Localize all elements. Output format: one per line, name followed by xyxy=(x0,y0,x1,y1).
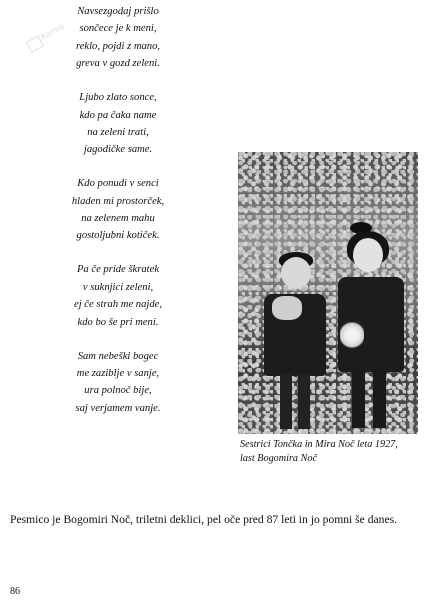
watermark-text: kamra xyxy=(39,20,66,42)
photo-caption-line-2: last Bogomira Noč xyxy=(240,453,317,464)
poem-stanza-3 xyxy=(48,175,188,245)
poem-line: gostoljubni kotiček. xyxy=(76,230,160,242)
footnote-text: Pesmico je Bogomiri Noč, triletni deklici, pel oče pred 87 leti in jo pomni še danes. xyxy=(10,513,398,526)
poem-line: ej če strah me najde, xyxy=(74,299,162,311)
poem-line: hladen mi prostorček, xyxy=(71,195,165,207)
poem-line: v suknjici zeleni, xyxy=(82,281,154,293)
poem-line: Pa če pride škratek xyxy=(76,264,160,276)
poem-line: greva v gozd zeleni. xyxy=(76,58,160,70)
photo-caption xyxy=(240,438,430,466)
poem-line: me zaziblje v sanje, xyxy=(76,367,160,379)
poem xyxy=(48,3,188,417)
poem-line: sončece je k meni, xyxy=(79,23,157,35)
poem-line: reklo, pojdi z mano, xyxy=(75,40,161,52)
poem-line: Ljubo zlato sonce, xyxy=(79,92,157,104)
poem-line: saj verjamem vanje. xyxy=(75,402,161,414)
poem-stanza-2 xyxy=(48,89,188,159)
poem-line: Kdo ponudi v senci xyxy=(77,178,159,190)
photo-caption-line-1: Sestrici Tončka in Mira Noč leta 1927, xyxy=(240,439,398,450)
page-number: 86 xyxy=(10,586,20,597)
photo-child-right xyxy=(330,222,414,434)
poem-line: kdo pa čaka name xyxy=(79,109,157,121)
poem-line: na zelenem mahu xyxy=(81,213,155,225)
poem-stanza-1 xyxy=(48,3,188,73)
poem-line: ura polnoč bije, xyxy=(84,385,152,397)
poem-line: jagodičke same. xyxy=(83,144,153,156)
poem-line: Sam nebeški bogec xyxy=(77,350,159,362)
poem-line: na zeleni trati, xyxy=(87,126,149,138)
poem-stanza-5 xyxy=(48,348,188,418)
poem-stanza-4 xyxy=(48,261,188,331)
poem-line: kdo bo še pri meni. xyxy=(77,316,159,328)
poem-line: Navsezgodaj prišlo xyxy=(77,6,159,17)
photo-child-left xyxy=(252,244,332,434)
photo-two-sisters xyxy=(238,152,418,434)
